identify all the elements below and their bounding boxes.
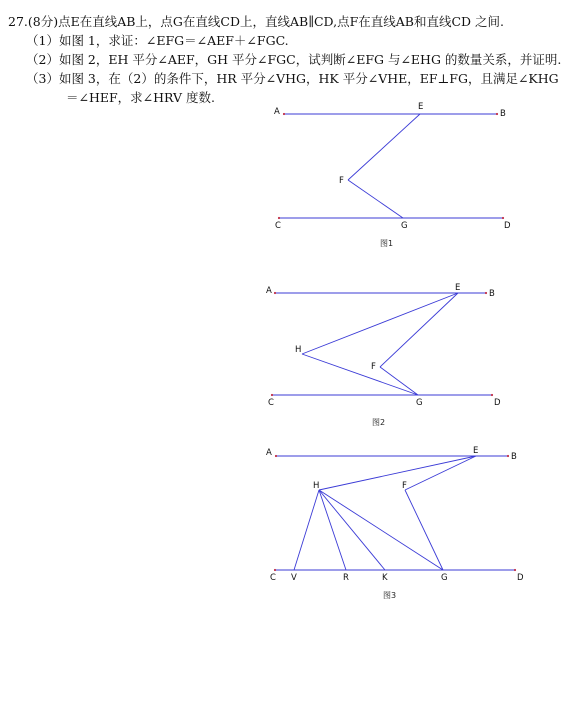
- figure-1: [274, 102, 511, 248]
- fig1-point-d: [502, 217, 504, 219]
- question-part-3: （3）如图 3，在（2）的条件下，HR 平分∠VHG，HK 平分∠VHE，EF⊥FG，且满足∠KHG: [26, 71, 559, 86]
- fig1-point-b: [496, 113, 498, 115]
- fig3-point-a: [275, 455, 277, 457]
- fig3-segment-hk: [319, 490, 385, 570]
- fig2-segment-ef: [380, 293, 458, 367]
- fig1-label-g: G: [401, 221, 408, 231]
- fig3-label-c: C: [270, 573, 276, 583]
- fig2-segment-fg: [380, 367, 418, 395]
- fig3-segment-ef: [405, 456, 476, 490]
- fig2-point-b: [485, 292, 487, 294]
- fig1-caption: 图1: [380, 239, 394, 248]
- fig2-label-e: E: [455, 283, 461, 293]
- fig3-label-r: R: [343, 573, 349, 583]
- fig2-label-f: F: [371, 362, 376, 372]
- fig3-label-b: B: [511, 452, 517, 462]
- fig1-segment-fg: [348, 180, 403, 218]
- fig3-label-k: K: [382, 573, 388, 583]
- fig2-label-c: C: [268, 398, 274, 408]
- fig3-point-d: [514, 569, 516, 571]
- fig1-label-d: D: [504, 221, 511, 231]
- fig2-segment-eh: [302, 293, 458, 354]
- fig3-label-f: F: [402, 481, 407, 491]
- fig2-label-b: B: [489, 289, 495, 299]
- fig1-segment-ef: [348, 114, 420, 180]
- question-part-1: （1）如图 1，求证：∠EFG＝∠AEF＋∠FGC.: [26, 33, 289, 48]
- fig3-caption: 图3: [383, 591, 397, 600]
- fig2-label-d: D: [494, 398, 501, 408]
- fig1-label-a: A: [274, 107, 280, 117]
- fig3-label-a: A: [266, 448, 272, 458]
- fig3-label-v: V: [291, 573, 297, 583]
- question-stem: 27.(8分)点E在直线AB上，点G在直线CD上，直线AB∥CD,点F在直线AB和直线CD 之间.: [8, 14, 505, 29]
- question-part-3-cont: ＝∠HEF，求∠HRV 度数.: [66, 90, 215, 105]
- fig2-segment-hg: [302, 354, 418, 395]
- fig2-label-g: G: [416, 398, 423, 408]
- fig3-segment-hv: [294, 490, 319, 570]
- fig1-label-f: F: [339, 176, 344, 186]
- figure-3: [266, 446, 524, 600]
- fig3-label-e: E: [473, 446, 479, 456]
- fig1-point-a: [283, 113, 285, 115]
- fig3-segment-hr: [319, 490, 346, 570]
- fig2-point-c: [271, 394, 273, 396]
- fig2-point-d: [491, 394, 493, 396]
- fig1-label-c: C: [275, 221, 281, 231]
- fig1-label-b: B: [500, 109, 506, 119]
- question-part-2: （2）如图 2，EH 平分∠AEF，GH 平分∠FGC，试判断∠EFG 与∠EHG 的数量关系，并证明.: [26, 52, 562, 67]
- fig1-label-e: E: [418, 102, 424, 112]
- fig3-label-g: G: [441, 573, 448, 583]
- fig3-point-b: [507, 455, 509, 457]
- fig2-label-a: A: [266, 286, 272, 296]
- figure-2: [266, 283, 501, 427]
- fig3-label-h: H: [313, 481, 320, 491]
- fig3-segment-eh: [319, 456, 476, 490]
- fig2-caption: 图2: [372, 418, 386, 427]
- fig1-point-c: [278, 217, 280, 219]
- fig3-label-d: D: [517, 573, 524, 583]
- fig2-point-a: [274, 292, 276, 294]
- fig2-label-h: H: [295, 345, 302, 355]
- fig3-point-c: [274, 569, 276, 571]
